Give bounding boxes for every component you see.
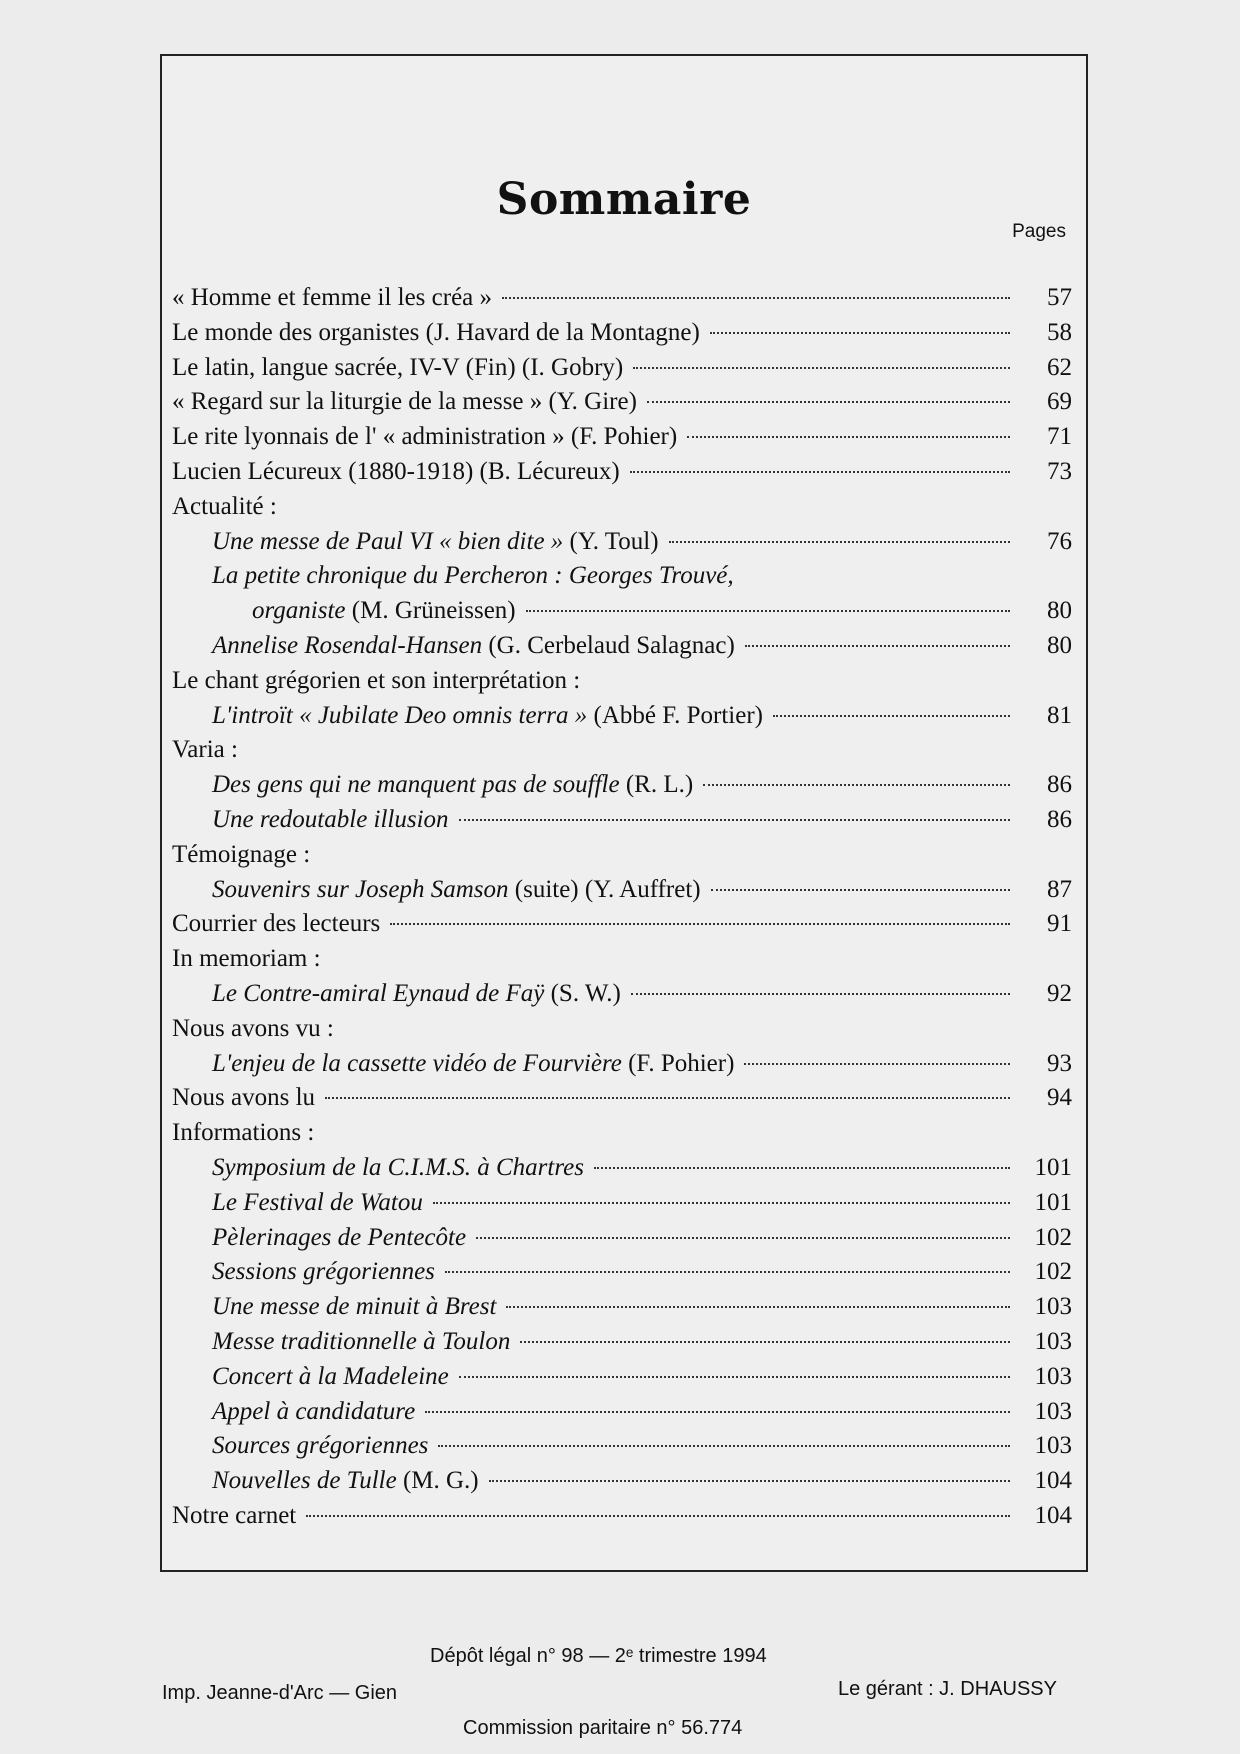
page-title: Sommaire xyxy=(496,174,752,225)
toc-entry xyxy=(172,873,1072,908)
toc-entry-page: 101 xyxy=(1034,1153,1072,1181)
toc-entry-page: 86 xyxy=(1047,771,1072,799)
toc-entry-page: 102 xyxy=(1034,1223,1072,1251)
dot-leader xyxy=(773,715,1010,717)
toc-entry-title xyxy=(172,838,310,873)
toc-entry-page: 81 xyxy=(1047,701,1072,729)
toc-entry-title xyxy=(172,490,277,525)
toc-entry xyxy=(172,1186,1072,1221)
toc-entry-page: 71 xyxy=(1047,423,1072,451)
toc-entry-text: Le monde des organistes (J. Havard de la Montagne) xyxy=(172,318,700,346)
toc-entry-page: 80 xyxy=(1047,631,1072,659)
toc-entry-page: 57 xyxy=(1047,284,1072,311)
toc-entry-title xyxy=(172,559,734,594)
toc-entry-italic-title: Nouvelles de Tulle xyxy=(212,1467,397,1495)
dot-leader xyxy=(306,1515,1010,1517)
toc-entry xyxy=(172,559,1072,594)
dot-leader xyxy=(526,610,1010,612)
toc-entry-title xyxy=(172,803,449,838)
toc-entry-text: (Y. Toul) xyxy=(563,527,659,555)
toc-entry-title xyxy=(172,1012,334,1047)
toc-entry-title xyxy=(172,629,735,664)
toc-entry xyxy=(172,1047,1072,1082)
toc-entry-text: (suite) (Y. Auffret) xyxy=(508,875,701,903)
dot-leader xyxy=(594,1167,1010,1169)
toc-entry-title xyxy=(172,1464,479,1499)
toc-entry-title xyxy=(172,455,620,490)
toc-entry xyxy=(172,838,1072,873)
toc-entry-page: 103 xyxy=(1034,1397,1072,1425)
pages-column-header: Pages xyxy=(1012,221,1066,242)
toc-entry-text: « Regard sur la liturgie de la messe » (Y. Gire) xyxy=(172,388,637,416)
toc-entry xyxy=(172,1116,1072,1151)
toc-entry xyxy=(172,768,1072,803)
dot-leader xyxy=(445,1271,1010,1273)
toc-entry xyxy=(172,977,1072,1012)
dot-leader xyxy=(711,889,1010,891)
toc-entry xyxy=(172,733,1072,768)
toc-entry-page: 104 xyxy=(1034,1467,1072,1495)
dot-leader xyxy=(489,1480,1010,1482)
toc-entry-title xyxy=(172,1047,734,1082)
toc-entry-text: Le latin, langue sacrée, IV-V (Fin) (I. Gobry) xyxy=(172,353,624,381)
toc-entry xyxy=(172,1221,1072,1256)
toc-entry-page: 101 xyxy=(1034,1188,1072,1216)
dot-leader xyxy=(745,645,1010,647)
toc-entry-page: 103 xyxy=(1034,1327,1072,1355)
toc-entry xyxy=(172,316,1072,351)
toc-entry-italic-title: Pèlerinages de Pentecôte xyxy=(212,1223,467,1251)
toc-entry-title xyxy=(172,1429,428,1464)
toc-entry-text: In memoriam : xyxy=(172,945,321,973)
legal-deposit: Dépôt légal n° 98 — 2ᵉ trimestre 1994 xyxy=(430,1645,767,1667)
dot-leader xyxy=(703,784,1010,786)
toc-entry-italic-title: Souvenirs sur Joseph Samson xyxy=(212,875,509,903)
toc-entry xyxy=(172,420,1072,455)
dot-leader xyxy=(669,541,1010,543)
toc-entry-title xyxy=(172,1221,466,1256)
toc-entry-page: 91 xyxy=(1047,910,1072,938)
toc-entry-title xyxy=(172,1186,423,1221)
toc-entry xyxy=(172,907,1072,942)
toc-entry-title xyxy=(172,1360,449,1395)
toc-entry-page: 86 xyxy=(1047,805,1072,833)
toc-entry xyxy=(172,1464,1072,1499)
toc-entry-title xyxy=(172,1290,496,1325)
dot-leader xyxy=(506,1306,1010,1308)
dot-leader xyxy=(744,1063,1010,1065)
toc-entry-title xyxy=(172,873,701,908)
toc-entry-title xyxy=(172,1081,315,1116)
toc-entry-title xyxy=(172,942,321,977)
toc-entry-title xyxy=(172,385,637,420)
toc-entry xyxy=(172,351,1072,386)
toc-entry-title xyxy=(172,1325,510,1360)
toc-entry xyxy=(172,1395,1072,1430)
toc-entry-italic-title: Des gens qui ne manquent pas de souffle xyxy=(212,771,620,799)
toc-entry-italic-title: Annelise Rosendal-Hansen xyxy=(212,631,483,659)
toc-entry-title xyxy=(172,351,623,386)
dot-leader xyxy=(438,1445,1010,1447)
toc-entry-text: Varia : xyxy=(172,736,238,764)
toc-entry-text: (G. Cerbelaud Salagnac) xyxy=(482,631,735,659)
toc-entry-title xyxy=(172,768,693,803)
toc-entry xyxy=(172,664,1072,699)
toc-entry-italic-title: Le Festival de Watou xyxy=(212,1188,423,1216)
toc-entry-text: (M. Grüneissen) xyxy=(345,597,516,625)
toc-entry-italic-title: L'introït « Jubilate Deo omnis terra » xyxy=(212,701,588,729)
toc-entry-title xyxy=(172,699,763,734)
toc-entry-page: 103 xyxy=(1034,1362,1072,1390)
toc-entry-title xyxy=(172,733,238,768)
contents-frame xyxy=(160,54,1088,1572)
toc-entry xyxy=(172,629,1072,664)
toc-entry xyxy=(172,385,1072,420)
toc-entry xyxy=(172,594,1072,629)
toc-entry-text: Le rite lyonnais de l' « administration » (F. Pohier) xyxy=(172,423,678,451)
toc-entry xyxy=(172,1499,1072,1534)
toc-entry-page: 87 xyxy=(1047,875,1072,903)
toc-entry-title xyxy=(172,1499,296,1534)
toc-entry-text: Courrier des lecteurs xyxy=(172,910,381,938)
toc-entry-page: 69 xyxy=(1047,388,1072,416)
dot-leader xyxy=(433,1202,1010,1204)
toc-entry-italic-title: Une messe de minuit à Brest xyxy=(212,1293,497,1321)
toc-entry-title xyxy=(172,1151,584,1186)
toc-entry-page: 76 xyxy=(1047,527,1072,555)
toc-entry-page: 104 xyxy=(1034,1501,1072,1529)
toc-entry-title xyxy=(172,316,700,351)
table-of-contents xyxy=(172,281,1072,1534)
toc-entry-text: Lucien Lécureux (1880-1918) (B. Lécureux) xyxy=(172,457,620,485)
toc-entry-title xyxy=(172,594,516,629)
toc-entry-italic-title: La petite chronique du Percheron : Georges Trouvé, xyxy=(212,562,734,590)
toc-entry-page: 94 xyxy=(1047,1084,1072,1112)
toc-entry-italic-title: Messe traditionnelle à Toulon xyxy=(212,1327,511,1355)
toc-entry-page: 102 xyxy=(1034,1258,1072,1286)
toc-entry-page: 103 xyxy=(1034,1432,1072,1460)
printer-line: Imp. Jeanne-d'Arc — Gien xyxy=(162,1682,398,1704)
toc-entry-text: (S. W.) xyxy=(544,979,621,1007)
toc-entry-text: Témoignage : xyxy=(172,840,311,868)
dot-leader xyxy=(630,471,1010,473)
toc-entry xyxy=(172,942,1072,977)
toc-entry xyxy=(172,803,1072,838)
toc-entry-title xyxy=(172,907,380,942)
dot-leader xyxy=(459,1376,1010,1378)
toc-entry xyxy=(172,1255,1072,1290)
dot-leader xyxy=(710,332,1010,334)
toc-entry-italic-title: Le Contre-amiral Eynaud de Faÿ xyxy=(212,979,545,1007)
toc-entry-italic-title: Une messe de Paul VI « bien dite » xyxy=(212,527,564,555)
toc-entry xyxy=(172,1429,1072,1464)
manager-line: Le gérant : J. DHAUSSY xyxy=(838,1678,1057,1700)
dot-leader xyxy=(502,297,1010,299)
toc-entry-italic-title: organiste xyxy=(252,597,346,625)
toc-entry-title xyxy=(172,420,677,455)
toc-entry-italic-title: L'enjeu de la cassette vidéo de Fourvière xyxy=(212,1049,622,1077)
toc-entry xyxy=(172,1151,1072,1186)
toc-entry-italic-title: Sessions grégoriennes xyxy=(212,1258,435,1286)
toc-entry-italic-title: Symposium de la C.I.M.S. à Chartres xyxy=(212,1153,584,1181)
dot-leader xyxy=(520,1341,1010,1343)
toc-entry xyxy=(172,525,1072,560)
toc-entry-title xyxy=(172,1116,314,1151)
toc-entry-title xyxy=(172,281,492,316)
toc-entry-page: 93 xyxy=(1047,1049,1072,1077)
toc-entry xyxy=(172,490,1072,525)
toc-entry-italic-title: Sources grégoriennes xyxy=(212,1432,429,1460)
dot-leader xyxy=(633,367,1010,369)
toc-entry xyxy=(172,1360,1072,1395)
dot-leader xyxy=(459,819,1010,821)
toc-entry-italic-title: Appel à candidature xyxy=(212,1397,416,1425)
dot-leader xyxy=(476,1237,1010,1239)
toc-entry-text: Actualité : xyxy=(172,492,277,520)
toc-entry-italic-title: Une redoutable illusion xyxy=(212,805,449,833)
toc-entry-page: 62 xyxy=(1047,353,1072,381)
dot-leader xyxy=(325,1097,1010,1099)
toc-entry-title xyxy=(172,525,659,560)
toc-entry-page: 103 xyxy=(1034,1293,1072,1321)
dot-leader xyxy=(631,993,1010,995)
toc-entry-text: Le chant grégorien et son interprétation : xyxy=(172,666,581,694)
toc-entry xyxy=(172,281,1072,316)
toc-entry-title xyxy=(172,977,621,1012)
toc-entry-italic-title: Concert à la Madeleine xyxy=(212,1362,449,1390)
toc-entry xyxy=(172,1012,1072,1047)
dot-leader xyxy=(425,1411,1010,1413)
toc-entry xyxy=(172,455,1072,490)
toc-entry-text: Notre carnet xyxy=(172,1501,297,1529)
toc-entry-title xyxy=(172,1255,435,1290)
dot-leader xyxy=(390,923,1010,925)
dot-leader xyxy=(687,436,1010,438)
toc-entry-text: (M. G.) xyxy=(396,1467,479,1495)
toc-entry-text: Informations : xyxy=(172,1119,315,1147)
toc-entry xyxy=(172,1325,1072,1360)
dot-leader xyxy=(647,401,1010,403)
toc-entry-page: 80 xyxy=(1047,597,1072,625)
toc-entry-page: 58 xyxy=(1047,318,1072,346)
toc-entry-page: 92 xyxy=(1047,979,1072,1007)
toc-entry-title xyxy=(172,664,580,699)
toc-entry xyxy=(172,699,1072,734)
toc-entry xyxy=(172,1290,1072,1325)
toc-entry-text: « Homme et femme il les créa » xyxy=(172,284,493,311)
toc-entry-text: Nous avons lu xyxy=(172,1084,316,1112)
toc-entry-text: (Abbé F. Portier) xyxy=(587,701,763,729)
toc-entry xyxy=(172,1081,1072,1116)
toc-entry-text: (R. L.) xyxy=(619,771,694,799)
commission-line: Commission paritaire n° 56.774 xyxy=(463,1717,743,1739)
toc-entry-text: (F. Pohier) xyxy=(621,1049,735,1077)
toc-entry-page: 73 xyxy=(1047,457,1072,485)
toc-entry-text: Nous avons vu : xyxy=(172,1014,334,1042)
toc-entry-title xyxy=(172,1395,415,1430)
